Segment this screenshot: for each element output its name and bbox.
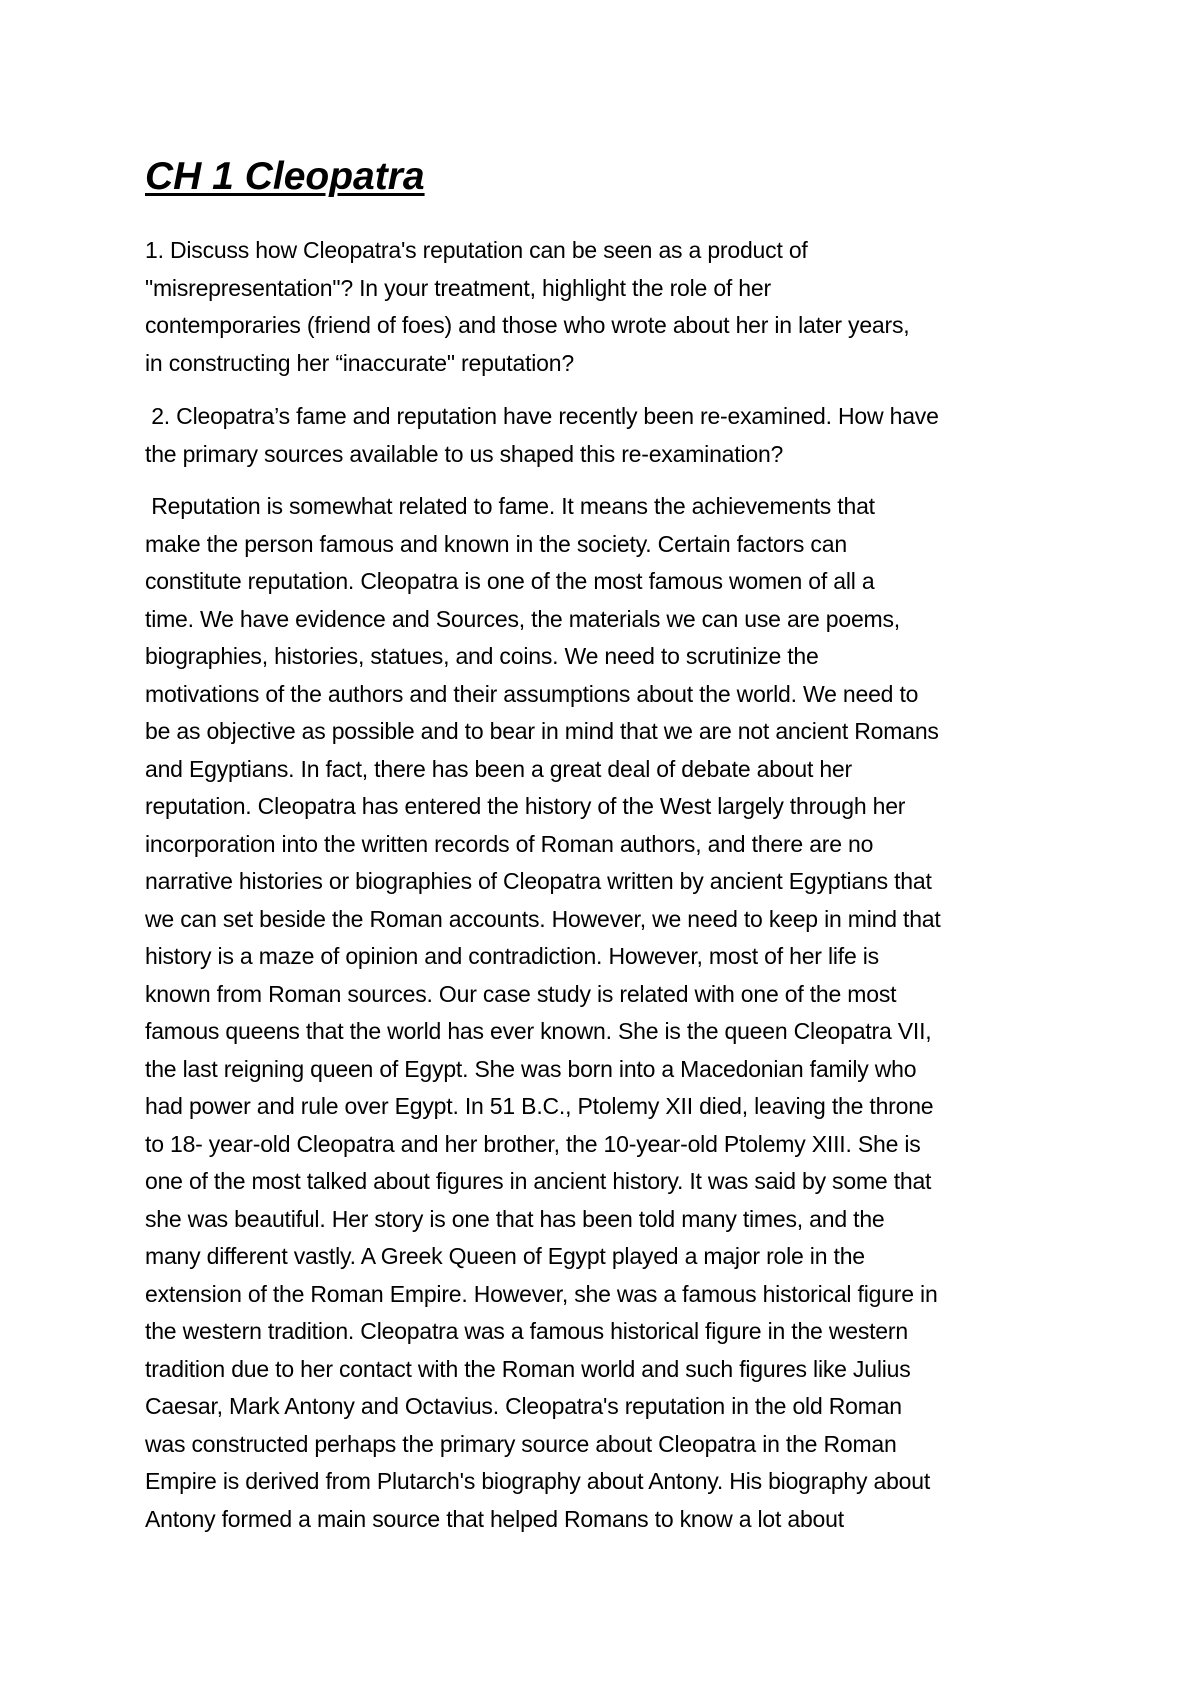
body-line: Reputation is somewhat related to fame. It means the achievements that xyxy=(145,493,875,519)
question-1-line: in constructing her “inaccurate" reputation? xyxy=(145,349,574,376)
body-line: be as objective as possible and to bear in mind that we are not ancient Romans xyxy=(145,718,939,744)
body-line: Empire is derived from Plutarch's biography about Antony. His biography about xyxy=(145,1468,931,1494)
body-line: the western tradition. Cleopatra was a famous historical figure in the western xyxy=(145,1318,908,1344)
body-line: motivations of the authors and their assumptions about the world. We need to xyxy=(145,680,919,707)
question-2-line: the primary sources available to us shaped this re-examination? xyxy=(145,440,784,467)
body-line: biographies, histories, statues, and coins. We need to scrutinize the xyxy=(145,643,819,669)
body-line: incorporation into the written records of Roman authors, and there are no xyxy=(145,830,874,857)
body-line: make the person famous and known in the society. Certain factors can xyxy=(145,530,847,557)
question-1-line: 1. Discuss how Cleopatra's reputation can be seen as a product of xyxy=(145,237,808,263)
body-line: she was beautiful. Her story is one that has been told many times, and the xyxy=(145,1205,885,1232)
body-paragraph xyxy=(145,488,941,1538)
question-1-line: contemporaries (friend of foes) and those who wrote about her in later years, xyxy=(145,312,910,338)
body-line: constitute reputation. Cleopatra is one of the most famous women of all a xyxy=(145,568,875,594)
question-2-line: 2. Cleopatra’s fame and reputation have recently been re-examined. How have xyxy=(145,403,939,429)
body-line: the last reigning queen of Egypt. She was born into a Macedonian family who xyxy=(145,1055,917,1082)
body-line: famous queens that the world has ever known. She is the queen Cleopatra VII, xyxy=(145,1018,932,1044)
body-line: had power and rule over Egypt. In 51 B.C., Ptolemy XII died, leaving the throne xyxy=(145,1093,934,1119)
body-line: was constructed perhaps the primary source about Cleopatra in the Roman xyxy=(145,1430,897,1457)
body-line: Caesar, Mark Antony and Octavius. Cleopatra's reputation in the old Roman xyxy=(145,1393,902,1419)
body-line: time. We have evidence and Sources, the materials we can use are poems, xyxy=(145,605,900,632)
body-line: many different vastly. A Greek Queen of Egypt played a major role in the xyxy=(145,1243,865,1269)
document-title: CH 1 Cleopatra xyxy=(145,155,425,198)
body-line: Antony formed a main source that helped Romans to know a lot about xyxy=(145,1505,844,1532)
body-line: one of the most talked about figures in ancient history. It was said by some that xyxy=(145,1168,932,1194)
body-line: history is a maze of opinion and contradiction. However, most of her life is xyxy=(145,943,879,969)
body-line: extension of the Roman Empire. However, she was a famous historical figure in xyxy=(145,1280,938,1307)
body-line: known from Roman sources. Our case study is related with one of the most xyxy=(145,980,897,1007)
body-line: and Egyptians. In fact, there has been a great deal of debate about her xyxy=(145,755,852,782)
question-1-line: "misrepresentation"? In your treatment, highlight the role of her xyxy=(145,274,771,301)
body-line: narrative histories or biographies of Cleopatra written by ancient Egyptians that xyxy=(145,868,932,894)
body-line: tradition due to her contact with the Roman world and such figures like Julius xyxy=(145,1355,911,1382)
body-line: reputation. Cleopatra has entered the history of the West largely through her xyxy=(145,793,906,819)
question-1 xyxy=(145,232,909,382)
body-line: we can set beside the Roman accounts. However, we need to keep in mind that xyxy=(145,905,941,932)
question-2 xyxy=(145,398,939,473)
body-line: to 18- year-old Cleopatra and her brother, the 10-year-old Ptolemy XIII. She is xyxy=(145,1130,921,1157)
